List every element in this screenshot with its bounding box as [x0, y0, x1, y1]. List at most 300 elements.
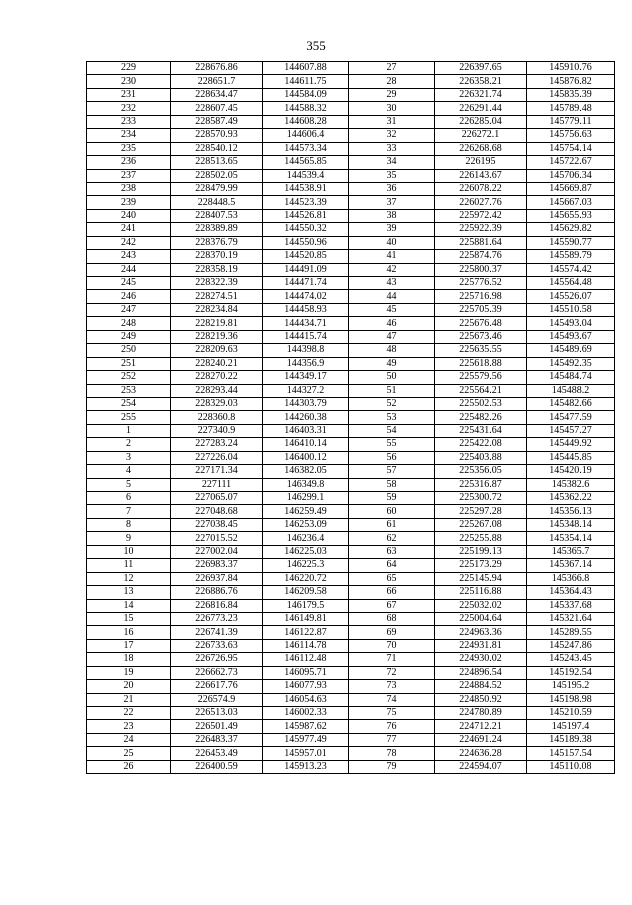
table-cell-x-coord-right: 225145.94 — [435, 572, 527, 585]
table-cell-point-id-right: 52 — [349, 397, 435, 410]
table-cell-x-coord-right: 224930.02 — [435, 653, 527, 666]
table-cell-y-coord-right: 145110.08 — [527, 760, 615, 773]
table-cell-x-coord-right: 224963.36 — [435, 626, 527, 639]
table-cell-y-coord-right: 145197.4 — [527, 720, 615, 733]
table-cell-y-coord-right: 145484.74 — [527, 371, 615, 384]
table-cell-y-coord-right: 145667.03 — [527, 196, 615, 209]
table-cell-y-coord-right: 145910.76 — [527, 62, 615, 75]
table-row — [87, 559, 615, 572]
table-cell-y-coord-right: 145365.7 — [527, 545, 615, 558]
table-row — [87, 707, 615, 720]
table-cell-y-coord-left: 146253.09 — [263, 518, 349, 531]
table-row — [87, 478, 615, 491]
table-row — [87, 317, 615, 330]
table-cell-point-id-right: 66 — [349, 586, 435, 599]
table-cell-x-coord-right: 225502.53 — [435, 397, 527, 410]
table-cell-point-id-right: 50 — [349, 371, 435, 384]
table-cell-x-coord-right: 225482.26 — [435, 411, 527, 424]
table-cell-x-coord-left: 226983.37 — [171, 559, 263, 572]
table-cell-point-id-left: 23 — [87, 720, 171, 733]
table-cell-point-id-right: 34 — [349, 156, 435, 169]
table-cell-x-coord-left: 228270.22 — [171, 371, 263, 384]
table-row — [87, 330, 615, 343]
table-cell-y-coord-right: 145210.59 — [527, 707, 615, 720]
table-cell-point-id-right: 27 — [349, 62, 435, 75]
table-cell-x-coord-left: 228234.84 — [171, 303, 263, 316]
table-cell-x-coord-left: 228360.8 — [171, 411, 263, 424]
table-row — [87, 666, 615, 679]
table-cell-y-coord-left: 146095.71 — [263, 666, 349, 679]
table-cell-y-coord-right: 145362.22 — [527, 492, 615, 505]
table-cell-y-coord-left: 144550.32 — [263, 223, 349, 236]
table-row — [87, 209, 615, 222]
table-cell-y-coord-right: 145157.54 — [527, 747, 615, 760]
table-cell-x-coord-right: 225800.37 — [435, 263, 527, 276]
table-cell-y-coord-right: 145195.2 — [527, 680, 615, 693]
table-cell-x-coord-left: 228570.93 — [171, 129, 263, 142]
table-cell-x-coord-right: 224850.92 — [435, 693, 527, 706]
table-cell-y-coord-left: 144588.32 — [263, 102, 349, 115]
table-cell-point-id-left: 251 — [87, 357, 171, 370]
table-cell-point-id-left: 247 — [87, 303, 171, 316]
table-cell-point-id-right: 44 — [349, 290, 435, 303]
table-row — [87, 653, 615, 666]
table-cell-y-coord-left: 144491.09 — [263, 263, 349, 276]
table-cell-x-coord-right: 225032.02 — [435, 599, 527, 612]
table-cell-x-coord-left: 227340.9 — [171, 424, 263, 437]
table-row — [87, 720, 615, 733]
table-row — [87, 505, 615, 518]
table-cell-y-coord-left: 144434.71 — [263, 317, 349, 330]
table-cell-point-id-left: 241 — [87, 223, 171, 236]
table-cell-point-id-right: 57 — [349, 465, 435, 478]
table-cell-y-coord-right: 145366.8 — [527, 572, 615, 585]
table-cell-x-coord-right: 225716.98 — [435, 290, 527, 303]
table-cell-x-coord-left: 227015.52 — [171, 532, 263, 545]
table-cell-point-id-right: 49 — [349, 357, 435, 370]
table-cell-point-id-left: 12 — [87, 572, 171, 585]
table-cell-x-coord-right: 225316.87 — [435, 478, 527, 491]
table-cell-y-coord-left: 144474.02 — [263, 290, 349, 303]
table-cell-point-id-right: 77 — [349, 733, 435, 746]
table-cell-point-id-right: 64 — [349, 559, 435, 572]
table-cell-x-coord-right: 224636.28 — [435, 747, 527, 760]
table-cell-y-coord-left: 144523.39 — [263, 196, 349, 209]
table-cell-y-coord-left: 146054.63 — [263, 693, 349, 706]
table-cell-x-coord-left: 226733.63 — [171, 639, 263, 652]
table-cell-point-id-right: 31 — [349, 115, 435, 128]
table-cell-x-coord-right: 224594.07 — [435, 760, 527, 773]
table-cell-point-id-right: 51 — [349, 384, 435, 397]
table-cell-point-id-left: 235 — [87, 142, 171, 155]
table-cell-point-id-left: 253 — [87, 384, 171, 397]
table-cell-x-coord-left: 228676.86 — [171, 62, 263, 75]
table-cell-x-coord-right: 224712.21 — [435, 720, 527, 733]
table-cell-x-coord-left: 226741.39 — [171, 626, 263, 639]
table-cell-x-coord-right: 226027.76 — [435, 196, 527, 209]
table-cell-point-id-left: 22 — [87, 707, 171, 720]
table-cell-point-id-right: 46 — [349, 317, 435, 330]
table-cell-y-coord-left: 146179.5 — [263, 599, 349, 612]
table-cell-point-id-left: 7 — [87, 505, 171, 518]
table-cell-x-coord-left: 227171.34 — [171, 465, 263, 478]
table-cell-x-coord-right: 225922.39 — [435, 223, 527, 236]
table-row — [87, 438, 615, 451]
table-cell-x-coord-right: 226321.74 — [435, 88, 527, 101]
table-cell-y-coord-right: 145488.2 — [527, 384, 615, 397]
table-cell-point-id-left: 1 — [87, 424, 171, 437]
table-cell-point-id-left: 255 — [87, 411, 171, 424]
table-cell-point-id-right: 55 — [349, 438, 435, 451]
table-cell-x-coord-left: 228634.47 — [171, 88, 263, 101]
table-cell-point-id-right: 36 — [349, 182, 435, 195]
table-cell-point-id-left: 231 — [87, 88, 171, 101]
table-cell-x-coord-left: 228651.7 — [171, 75, 263, 88]
table-cell-point-id-left: 239 — [87, 196, 171, 209]
table-cell-x-coord-right: 225267.08 — [435, 518, 527, 531]
table-cell-x-coord-left: 228540.12 — [171, 142, 263, 155]
table-cell-point-id-left: 246 — [87, 290, 171, 303]
table-row — [87, 250, 615, 263]
table-cell-point-id-left: 19 — [87, 666, 171, 679]
table-cell-x-coord-right: 225255.88 — [435, 532, 527, 545]
table-cell-y-coord-right: 145876.82 — [527, 75, 615, 88]
table-cell-x-coord-left: 226513.03 — [171, 707, 263, 720]
table-cell-y-coord-right: 145669.87 — [527, 182, 615, 195]
table-cell-point-id-left: 249 — [87, 330, 171, 343]
table-cell-x-coord-right: 225431.64 — [435, 424, 527, 437]
table-cell-y-coord-left: 146114.78 — [263, 639, 349, 652]
table-cell-y-coord-left: 146382.05 — [263, 465, 349, 478]
table-cell-x-coord-right: 226195 — [435, 156, 527, 169]
table-cell-y-coord-left: 144356.9 — [263, 357, 349, 370]
table-cell-y-coord-left: 145957.01 — [263, 747, 349, 760]
table-cell-point-id-right: 61 — [349, 518, 435, 531]
table-cell-point-id-right: 38 — [349, 209, 435, 222]
table-cell-x-coord-left: 228370.19 — [171, 250, 263, 263]
table-cell-x-coord-left: 228513.65 — [171, 156, 263, 169]
table-cell-x-coord-left: 228322.39 — [171, 277, 263, 290]
table-cell-point-id-left: 8 — [87, 518, 171, 531]
table-cell-y-coord-right: 145482.66 — [527, 397, 615, 410]
table-cell-point-id-right: 32 — [349, 129, 435, 142]
coordinates-table-body — [87, 62, 615, 774]
table-cell-x-coord-left: 227038.45 — [171, 518, 263, 531]
table-cell-x-coord-right: 225635.55 — [435, 344, 527, 357]
table-cell-point-id-right: 71 — [349, 653, 435, 666]
table-cell-x-coord-right: 224896.54 — [435, 666, 527, 679]
table-cell-point-id-right: 74 — [349, 693, 435, 706]
table-cell-y-coord-left: 146112.48 — [263, 653, 349, 666]
table-cell-x-coord-right: 226285.04 — [435, 115, 527, 128]
table-cell-y-coord-right: 145348.14 — [527, 518, 615, 531]
table-cell-y-coord-left: 144550.96 — [263, 236, 349, 249]
table-cell-y-coord-left: 146149.81 — [263, 612, 349, 625]
table-cell-y-coord-left: 144327.2 — [263, 384, 349, 397]
table-cell-x-coord-left: 228502.05 — [171, 169, 263, 182]
table-cell-point-id-right: 40 — [349, 236, 435, 249]
table-row — [87, 733, 615, 746]
table-cell-y-coord-left: 144538.91 — [263, 182, 349, 195]
table-row — [87, 545, 615, 558]
table-cell-x-coord-left: 228376.79 — [171, 236, 263, 249]
table-cell-x-coord-right: 225004.64 — [435, 612, 527, 625]
table-row — [87, 75, 615, 88]
table-cell-point-id-left: 232 — [87, 102, 171, 115]
table-cell-y-coord-left: 146002.33 — [263, 707, 349, 720]
table-cell-point-id-left: 14 — [87, 599, 171, 612]
table-cell-point-id-left: 243 — [87, 250, 171, 263]
table-cell-x-coord-left: 228479.99 — [171, 182, 263, 195]
table-row — [87, 156, 615, 169]
table-cell-point-id-left: 2 — [87, 438, 171, 451]
table-cell-x-coord-right: 225297.28 — [435, 505, 527, 518]
table-cell-x-coord-right: 224931.81 — [435, 639, 527, 652]
table-row — [87, 411, 615, 424]
table-row — [87, 142, 615, 155]
table-cell-point-id-right: 72 — [349, 666, 435, 679]
table-cell-point-id-left: 5 — [87, 478, 171, 491]
table-cell-point-id-left: 21 — [87, 693, 171, 706]
table-cell-y-coord-right: 145789.48 — [527, 102, 615, 115]
table-cell-point-id-left: 24 — [87, 733, 171, 746]
table-cell-x-coord-right: 225972.42 — [435, 209, 527, 222]
table-row — [87, 169, 615, 182]
table-row — [87, 626, 615, 639]
table-row — [87, 371, 615, 384]
page-number: 355 — [306, 38, 326, 53]
table-cell-x-coord-right: 226291.44 — [435, 102, 527, 115]
table-cell-x-coord-left: 228448.5 — [171, 196, 263, 209]
table-cell-y-coord-left: 144398.8 — [263, 344, 349, 357]
table-cell-point-id-left: 230 — [87, 75, 171, 88]
table-cell-y-coord-right: 145493.67 — [527, 330, 615, 343]
table-cell-point-id-left: 9 — [87, 532, 171, 545]
table-cell-y-coord-right: 145449.92 — [527, 438, 615, 451]
table-cell-x-coord-right: 225705.39 — [435, 303, 527, 316]
table-cell-y-coord-left: 146220.72 — [263, 572, 349, 585]
table-cell-y-coord-right: 145526.07 — [527, 290, 615, 303]
table-row — [87, 223, 615, 236]
table-cell-x-coord-left: 226773.23 — [171, 612, 263, 625]
table-cell-point-id-right: 45 — [349, 303, 435, 316]
table-cell-x-coord-left: 228219.81 — [171, 317, 263, 330]
table-cell-point-id-left: 242 — [87, 236, 171, 249]
table-cell-point-id-right: 43 — [349, 277, 435, 290]
table-cell-point-id-right: 33 — [349, 142, 435, 155]
table-row — [87, 465, 615, 478]
table-row — [87, 62, 615, 75]
table-cell-y-coord-left: 144415.74 — [263, 330, 349, 343]
table-cell-y-coord-left: 144606.4 — [263, 129, 349, 142]
table-cell-x-coord-left: 228219.36 — [171, 330, 263, 343]
table-cell-y-coord-left: 144539.4 — [263, 169, 349, 182]
table-cell-x-coord-right: 225173.29 — [435, 559, 527, 572]
table-cell-y-coord-left: 144260.38 — [263, 411, 349, 424]
coordinates-table — [86, 61, 615, 774]
table-cell-point-id-left: 11 — [87, 559, 171, 572]
table-row — [87, 115, 615, 128]
table-cell-point-id-right: 70 — [349, 639, 435, 652]
table-cell-y-coord-left: 144526.81 — [263, 209, 349, 222]
table-cell-x-coord-left: 226453.49 — [171, 747, 263, 760]
table-cell-point-id-right: 41 — [349, 250, 435, 263]
table-cell-point-id-left: 245 — [87, 277, 171, 290]
table-cell-x-coord-right: 226397.65 — [435, 62, 527, 75]
table-cell-y-coord-right: 145354.14 — [527, 532, 615, 545]
table-cell-y-coord-left: 146403.31 — [263, 424, 349, 437]
table-cell-point-id-right: 29 — [349, 88, 435, 101]
table-cell-x-coord-left: 226483.37 — [171, 733, 263, 746]
table-cell-x-coord-left: 226501.49 — [171, 720, 263, 733]
table-cell-point-id-left: 6 — [87, 492, 171, 505]
table-row — [87, 182, 615, 195]
table-cell-point-id-right: 68 — [349, 612, 435, 625]
table-cell-y-coord-left: 144584.09 — [263, 88, 349, 101]
table-cell-point-id-left: 238 — [87, 182, 171, 195]
table-cell-point-id-right: 48 — [349, 344, 435, 357]
table-row — [87, 344, 615, 357]
table-cell-y-coord-left: 146236.4 — [263, 532, 349, 545]
table-row — [87, 263, 615, 276]
table-cell-y-coord-right: 145574.42 — [527, 263, 615, 276]
table-cell-x-coord-right: 225673.46 — [435, 330, 527, 343]
table-cell-point-id-right: 78 — [349, 747, 435, 760]
table-row — [87, 518, 615, 531]
table-cell-point-id-right: 28 — [349, 75, 435, 88]
table-row — [87, 612, 615, 625]
table-cell-point-id-left: 229 — [87, 62, 171, 75]
table-cell-point-id-left: 10 — [87, 545, 171, 558]
table-row — [87, 277, 615, 290]
table-cell-point-id-right: 39 — [349, 223, 435, 236]
table-cell-y-coord-left: 144303.79 — [263, 397, 349, 410]
table-row — [87, 586, 615, 599]
table-cell-y-coord-right: 145835.39 — [527, 88, 615, 101]
table-cell-x-coord-right: 225116.88 — [435, 586, 527, 599]
table-cell-y-coord-right: 145457.27 — [527, 424, 615, 437]
table-cell-point-id-right: 79 — [349, 760, 435, 773]
table-cell-point-id-right: 30 — [349, 102, 435, 115]
table-cell-x-coord-left: 227002.04 — [171, 545, 263, 558]
table-cell-point-id-right: 63 — [349, 545, 435, 558]
table-cell-y-coord-left: 146299.1 — [263, 492, 349, 505]
table-cell-x-coord-left: 226400.59 — [171, 760, 263, 773]
table-row — [87, 572, 615, 585]
table-cell-point-id-left: 20 — [87, 680, 171, 693]
table-cell-y-coord-left: 144608.28 — [263, 115, 349, 128]
table-cell-y-coord-left: 144458.93 — [263, 303, 349, 316]
table-cell-point-id-left: 16 — [87, 626, 171, 639]
table-cell-x-coord-left: 227065.07 — [171, 492, 263, 505]
table-cell-y-coord-right: 145510.58 — [527, 303, 615, 316]
table-cell-y-coord-right: 145198.98 — [527, 693, 615, 706]
table-cell-point-id-left: 15 — [87, 612, 171, 625]
table-cell-x-coord-right: 224691.24 — [435, 733, 527, 746]
table-row — [87, 680, 615, 693]
table-row — [87, 357, 615, 370]
table-cell-point-id-right: 73 — [349, 680, 435, 693]
table-cell-point-id-right: 65 — [349, 572, 435, 585]
table-cell-y-coord-right: 145356.13 — [527, 505, 615, 518]
table-cell-y-coord-right: 145564.48 — [527, 277, 615, 290]
table-cell-y-coord-right: 145247.86 — [527, 639, 615, 652]
table-cell-point-id-right: 59 — [349, 492, 435, 505]
table-cell-y-coord-right: 145756.63 — [527, 129, 615, 142]
table-cell-y-coord-left: 146225.03 — [263, 545, 349, 558]
table-cell-x-coord-left: 226662.73 — [171, 666, 263, 679]
table-cell-y-coord-right: 145367.14 — [527, 559, 615, 572]
table-cell-x-coord-right: 226078.22 — [435, 182, 527, 195]
table-cell-point-id-right: 37 — [349, 196, 435, 209]
table-cell-point-id-right: 75 — [349, 707, 435, 720]
table-cell-point-id-left: 13 — [87, 586, 171, 599]
table-row — [87, 747, 615, 760]
table-cell-y-coord-right: 145189.38 — [527, 733, 615, 746]
table-row — [87, 196, 615, 209]
table-cell-y-coord-left: 144573.34 — [263, 142, 349, 155]
table-cell-point-id-left: 3 — [87, 451, 171, 464]
table-cell-y-coord-left: 144611.75 — [263, 75, 349, 88]
table-cell-x-coord-right: 225881.64 — [435, 236, 527, 249]
table-cell-point-id-left: 237 — [87, 169, 171, 182]
table-cell-y-coord-left: 146259.49 — [263, 505, 349, 518]
table-cell-x-coord-left: 226937.84 — [171, 572, 263, 585]
table-cell-point-id-left: 233 — [87, 115, 171, 128]
table-cell-y-coord-right: 145477.59 — [527, 411, 615, 424]
table-cell-x-coord-left: 227048.68 — [171, 505, 263, 518]
table-cell-y-coord-right: 145493.04 — [527, 317, 615, 330]
table-cell-point-id-left: 4 — [87, 465, 171, 478]
table-cell-y-coord-right: 145629.82 — [527, 223, 615, 236]
table-cell-x-coord-right: 225676.48 — [435, 317, 527, 330]
table-cell-x-coord-right: 225403.88 — [435, 451, 527, 464]
table-cell-y-coord-right: 145590.77 — [527, 236, 615, 249]
table-cell-y-coord-right: 145382.6 — [527, 478, 615, 491]
table-cell-point-id-right: 67 — [349, 599, 435, 612]
table-cell-y-coord-right: 145192.54 — [527, 666, 615, 679]
table-row — [87, 384, 615, 397]
table-cell-y-coord-left: 146349.8 — [263, 478, 349, 491]
table-cell-y-coord-right: 145364.43 — [527, 586, 615, 599]
table-cell-point-id-right: 47 — [349, 330, 435, 343]
table-cell-x-coord-right: 225564.21 — [435, 384, 527, 397]
table-row — [87, 639, 615, 652]
table-cell-point-id-left: 17 — [87, 639, 171, 652]
table-cell-x-coord-right: 225300.72 — [435, 492, 527, 505]
table-cell-point-id-right: 53 — [349, 411, 435, 424]
table-cell-y-coord-right: 145706.34 — [527, 169, 615, 182]
table-cell-point-id-right: 76 — [349, 720, 435, 733]
table-cell-point-id-left: 250 — [87, 344, 171, 357]
table-cell-y-coord-right: 145492.35 — [527, 357, 615, 370]
table-cell-x-coord-right: 224780.89 — [435, 707, 527, 720]
table-cell-y-coord-left: 144349.17 — [263, 371, 349, 384]
table-cell-y-coord-left: 146077.93 — [263, 680, 349, 693]
table-cell-point-id-right: 56 — [349, 451, 435, 464]
table-row — [87, 693, 615, 706]
table-cell-point-id-right: 60 — [349, 505, 435, 518]
table-cell-x-coord-right: 226272.1 — [435, 129, 527, 142]
table-cell-x-coord-left: 228407.53 — [171, 209, 263, 222]
table-cell-x-coord-left: 228389.89 — [171, 223, 263, 236]
table-cell-x-coord-right: 225356.05 — [435, 465, 527, 478]
table-cell-x-coord-left: 228240.21 — [171, 357, 263, 370]
table-row — [87, 760, 615, 773]
table-cell-y-coord-right: 145754.14 — [527, 142, 615, 155]
table-cell-point-id-left: 234 — [87, 129, 171, 142]
table-row — [87, 88, 615, 101]
